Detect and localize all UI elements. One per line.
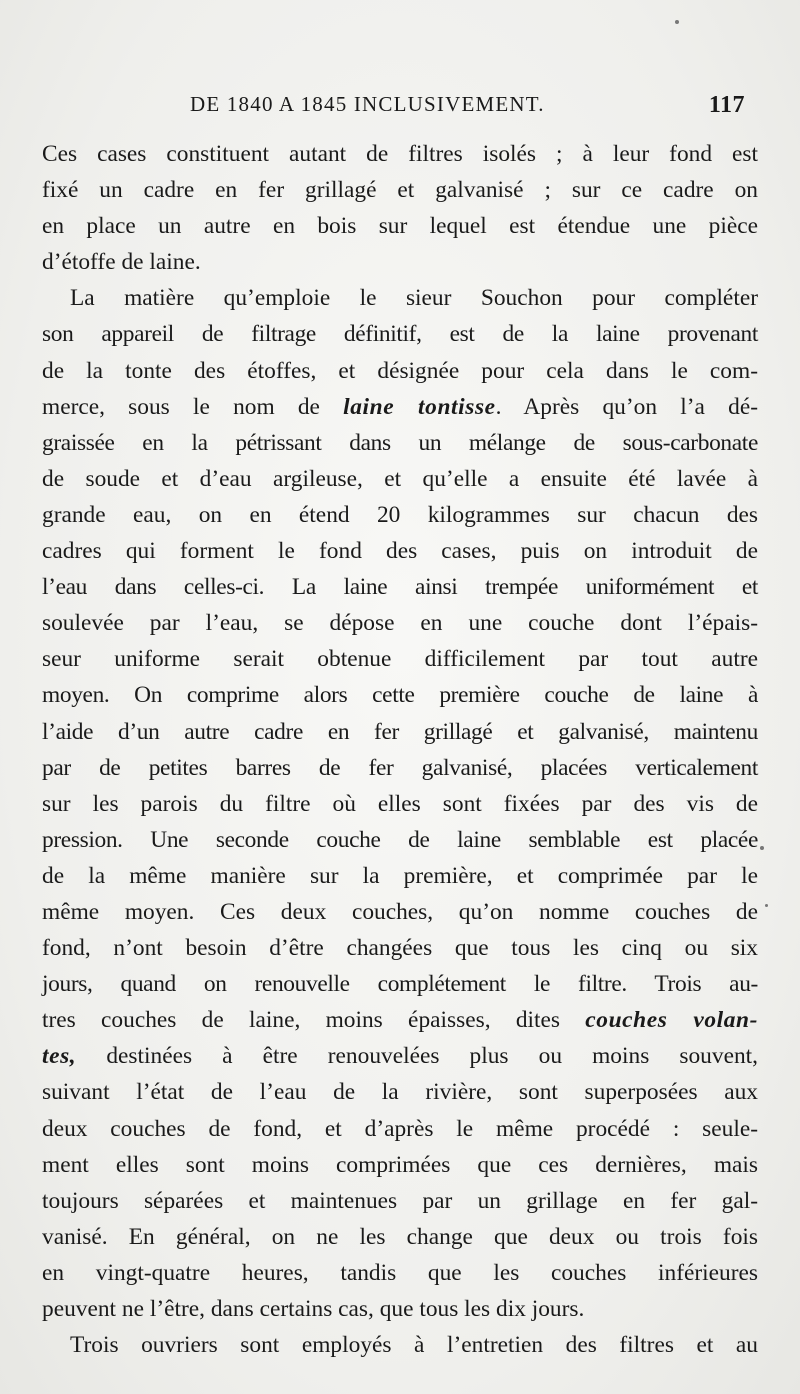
running-header (190, 92, 745, 126)
text-line: seur uniforme serait obtenue difficilement par tout autre (42, 646, 758, 673)
running-title: DE 1840 A 1845 INCLUSIVEMENT. (190, 92, 545, 116)
page-number: 117 (708, 92, 745, 118)
text-line: l’aide d’un autre cadre en fer grillagé et galvanisé, maintenu (42, 718, 758, 745)
text-line: suivant l’état de l’eau de la rivière, sont superposées aux (42, 1079, 758, 1106)
text-line: deux couches de fond, et d’après le même procédé : seule- (42, 1115, 758, 1142)
print-speck (675, 20, 679, 24)
text-line: fond, n’ont besoin d’être changées que tous les cinq ou six (42, 935, 758, 962)
italic-term: laine tontisse (343, 393, 496, 420)
text-line: grande eau, on en étend 20 kilogrammes sur chacun des (42, 501, 758, 528)
text-line: en vingt-quatre heures, tandis que les couches inférieures (42, 1259, 758, 1286)
text-line: peuvent ne l’être, dans certains cas, que tous les dix jours. (42, 1296, 585, 1322)
paragraph-first-line: La matière qu’emploie le sieur Souchon pour compléter (70, 285, 758, 312)
text-line: graissée en la pétrissant dans un mélange de sous-carbonate (42, 429, 758, 456)
text-line: de soude et d’eau argileuse, et qu’elle a ensuite été lavée à (42, 465, 758, 492)
text-line: tres couches de laine, moins épaisses, dites couches volan- (42, 1007, 759, 1034)
italic-term: couches volan- (585, 1007, 759, 1034)
text-line: pression. Une seconde couche de laine semblable est placée (42, 826, 758, 853)
text-line: moyen. On comprime alors cette première couche de laine à (42, 682, 758, 709)
body-text (42, 136, 758, 1363)
italic-term: tes, (42, 1043, 77, 1070)
text-line: son appareil de filtrage définitif, est de la laine provenant (42, 321, 758, 348)
print-speck (760, 846, 764, 850)
text-line: merce, sous le nom de laine tontisse. Après qu’on l’a dé- (42, 393, 758, 420)
text-line: fixé un cadre en fer grillagé et galvanisé ; sur ce cadre on (42, 177, 758, 204)
print-speck (765, 904, 768, 907)
text-line: de la même manière sur la première, et comprimée par le (42, 862, 758, 889)
text-line: sur les parois du filtre où elles sont fixées par des vis de (42, 790, 758, 817)
text-line: en place un autre en bois sur lequel est étendue une pièce (42, 213, 758, 240)
text-line: jours, quand on renouvelle complétement le filtre. Trois au- (42, 971, 758, 998)
text-line: toujours séparées et maintenues par un grillage en fer gal- (42, 1187, 758, 1214)
text-line: Ces cases constituent autant de filtres isolés ; à leur fond est (42, 141, 758, 167)
text-line: ment elles sont moins comprimées que ces dernières, mais (42, 1151, 758, 1178)
text-line: vanisé. En général, on ne les change que deux ou trois fois (42, 1223, 758, 1250)
text-line: tes, destinées à être renouvelées plus ou moins souvent, (42, 1043, 758, 1070)
text-line: soulevée par l’eau, se dépose en une couche dont l’épais- (42, 610, 758, 637)
paragraph-first-line: Trois ouvriers sont employés à l’entretien des filtres et au (70, 1332, 758, 1359)
text-line: d’étoffe de laine. (42, 249, 201, 276)
text-line: cadres qui forment le fond des cases, puis on introduit de (42, 538, 758, 565)
text-line: de la tonte des étoffes, et désignée pour cela dans le com- (42, 357, 758, 384)
text-line: l’eau dans celles-ci. La laine ainsi trempée uniformément et (42, 574, 758, 601)
text-line: par de petites barres de fer galvanisé, placées verticalement (42, 754, 758, 781)
text-line: même moyen. Ces deux couches, qu’on nomme couches de (42, 898, 758, 925)
